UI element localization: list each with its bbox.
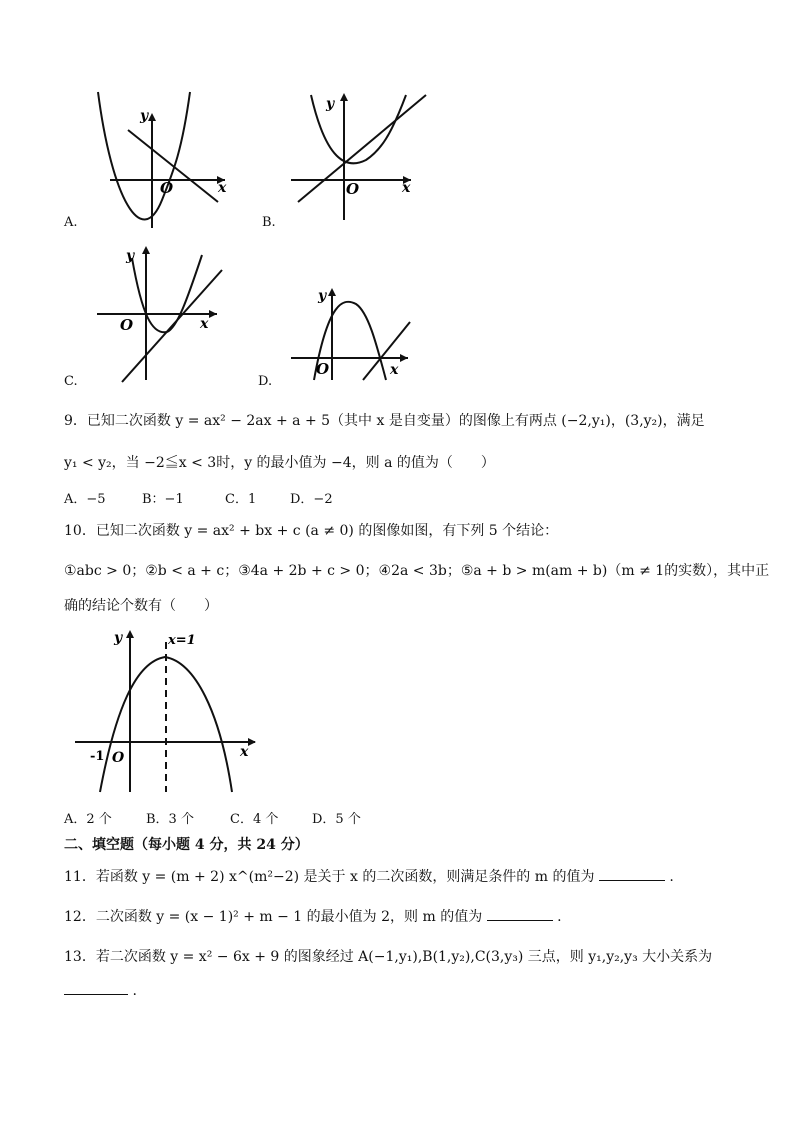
y-axis-arrow xyxy=(340,93,348,101)
line xyxy=(363,322,410,380)
parabola xyxy=(132,255,202,332)
q10-option-a[interactable]: A．2 个 xyxy=(64,812,112,827)
y-axis-arrow xyxy=(126,630,134,638)
origin-label: O xyxy=(160,179,174,197)
graph-option-c xyxy=(92,240,232,389)
q9-option-a[interactable]: A．−5 xyxy=(64,492,106,507)
question-12 xyxy=(64,906,562,926)
question-9-text-2: y₁ < y₂，当 −2≦x < 3时，y 的最小值为 −4，则 a 的值为（ ） xyxy=(64,455,495,471)
graph-c-svg xyxy=(92,240,232,385)
symmetry-label: x=1 xyxy=(168,633,196,648)
q9-option-b[interactable]: B：−1 xyxy=(142,492,184,507)
option-a-label[interactable]: A. xyxy=(64,215,78,230)
y-axis-arrow xyxy=(148,113,156,121)
graph-a-svg xyxy=(90,90,230,230)
question-11-text: 11．若函数 y = (m + 2) x^(m²−2) 是关于 x 的二次函数，则满足条件的 m 的值为 xyxy=(64,869,595,885)
graph-option-a xyxy=(90,90,230,234)
x-axis-arrow xyxy=(248,738,256,746)
question-10-graph xyxy=(70,622,265,801)
x-axis-arrow xyxy=(400,354,408,362)
option-b-label[interactable]: B. xyxy=(262,215,276,230)
question-11-end: . xyxy=(669,869,674,885)
section-2-title: 二、填空题（每小题 4 分，共 24 分） xyxy=(64,837,309,853)
q9-option-d[interactable]: D．−2 xyxy=(290,492,333,507)
q10-graph-svg xyxy=(70,622,265,797)
origin-label: O xyxy=(112,750,125,766)
x-label: x xyxy=(200,316,209,332)
question-13-text: 13．若二次函数 y = x² − 6x + 9 的图象经过 A(−1,y₁),B(1,y₂),C(3,y₃) 三点，则 y₁,y₂,y₃ 大小关系为 xyxy=(64,949,713,965)
q10-option-c[interactable]: C．4 个 xyxy=(230,812,279,827)
option-d-label[interactable]: D. xyxy=(258,374,273,389)
x-label: x xyxy=(218,180,227,196)
q10-option-b[interactable]: B．3 个 xyxy=(146,812,194,827)
q10-option-d[interactable]: D．5 个 xyxy=(312,812,361,827)
parabola xyxy=(100,657,232,792)
origin-label: O xyxy=(346,180,360,198)
question-12-blank[interactable] xyxy=(487,906,553,921)
q9-option-c[interactable]: C．1 xyxy=(225,492,257,507)
graph-option-d xyxy=(288,282,418,386)
option-c-label[interactable]: C. xyxy=(64,374,78,389)
y-label: y xyxy=(140,108,149,124)
graph-option-b xyxy=(286,90,436,229)
question-13-end: . xyxy=(132,983,137,999)
question-9-text: 9．已知二次函数 y = ax² − 2ax + a + 5（其中 x 是自变量）的图像上有两点 (−2,y₁)，(3,y₂)，满足 xyxy=(64,413,705,429)
x-label: x xyxy=(402,180,411,196)
question-13-blank[interactable] xyxy=(64,980,128,995)
y-axis-arrow xyxy=(328,288,336,296)
question-12-text: 12．二次函数 y = (x − 1)² + m − 1 的最小值为 2，则 m 的值为 xyxy=(64,909,483,925)
neg-one-label: -1 xyxy=(90,749,105,764)
origin-label: O xyxy=(316,360,330,378)
graph-d-svg xyxy=(288,282,418,382)
question-10-text-3: 确的结论个数有（ ） xyxy=(64,598,218,614)
y-label: y xyxy=(318,288,327,304)
y-label: y xyxy=(126,248,135,264)
question-13-answer xyxy=(64,980,137,999)
question-10-text-2: ①abc > 0；②b < a + c；③4a + 2b + c > 0；④2a < 3b；⑤a + b > m(am + b)（m ≠ 1的实数），其中正 xyxy=(64,563,770,579)
question-11-blank[interactable] xyxy=(599,866,665,881)
graph-b-svg xyxy=(286,90,436,225)
y-axis-arrow xyxy=(142,246,150,254)
y-label: y xyxy=(114,630,123,646)
question-11 xyxy=(64,866,674,886)
origin-label: O xyxy=(120,316,134,334)
y-label: y xyxy=(326,96,335,112)
x-label: x xyxy=(390,362,399,378)
x-label: x xyxy=(240,744,249,760)
x-axis-arrow xyxy=(209,310,217,318)
question-12-end: . xyxy=(557,909,562,925)
question-10-text: 10．已知二次函数 y = ax² + bx + c (a ≠ 0) 的图像如图，有下列 5 个结论： xyxy=(64,523,559,539)
